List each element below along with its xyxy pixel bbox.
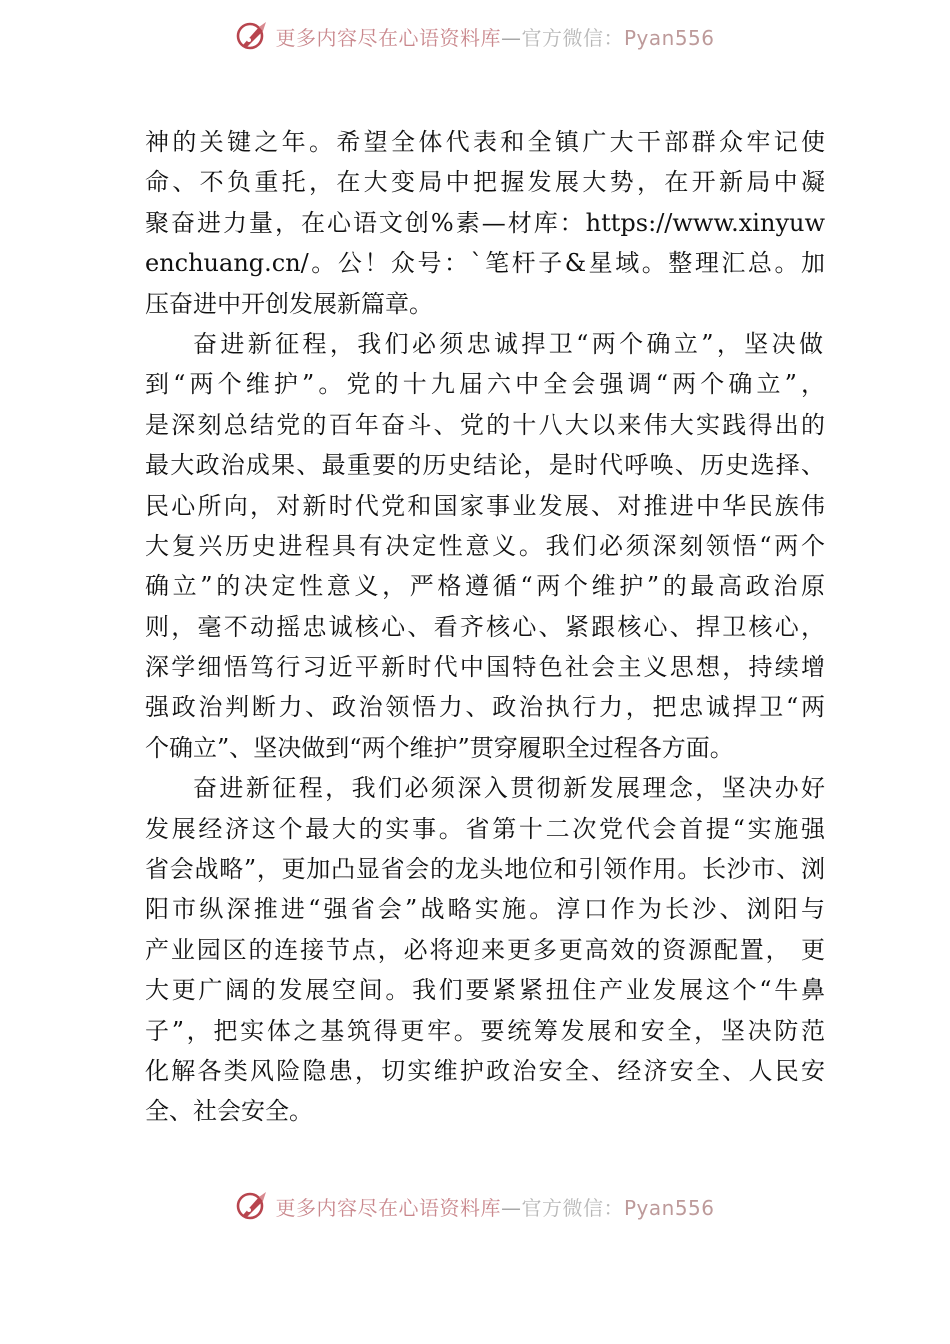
text-line: 命、不负重托，在大变局中把握发展大势，在开新局中凝	[145, 168, 825, 197]
text-line: 子”，把实体之基筑得更牢。要统筹发展和安全，坚决防范	[145, 1016, 825, 1045]
text-line: 全、社会安全。	[145, 1097, 313, 1126]
header-banner	[0, 14, 950, 58]
banner-main-text: 更多内容尽在心语资料库	[275, 25, 501, 50]
text-line: 神的关键之年。希望全体代表和全镇广大干部群众牢记使	[145, 128, 825, 156]
footer-banner	[0, 1184, 950, 1228]
text-line: 大更广阔的发展空间。我们要紧紧扭住产业发展这个“牛鼻	[145, 976, 825, 1005]
text-line: 则，毫不动摇忠诚核心、看齐核心、紧跟核心、捍卫核心，	[145, 612, 825, 641]
paragraph-1	[145, 122, 825, 324]
banner-wechat-id: Pyan556	[623, 1195, 715, 1220]
pen-nib-logo-icon	[235, 1189, 269, 1223]
banner-separator: —	[500, 25, 522, 50]
banner-wechat-label: 官方微信：	[521, 25, 624, 50]
banner-wechat-id: Pyan556	[623, 25, 715, 50]
text-line: 聚奋进力量，在心语文创%素—材库：https://www.xinyuw	[145, 208, 825, 237]
text-line: 产业园区的连接节点，必将迎来更多更高效的资源配置， 更	[145, 935, 825, 964]
banner-wechat-label: 官方微信：	[521, 1195, 624, 1220]
banner-separator: —	[500, 1195, 522, 1220]
text-line: 确立”的决定性意义，严格遵循“两个维护”的最高政治原	[145, 572, 825, 601]
text-line: 是深刻总结党的百年奋斗、党的十八大以来伟大实践得出的	[145, 410, 825, 439]
text-line: 化解各类风险隐患，切实维护政治安全、经济安全、人民安	[145, 1056, 825, 1085]
paragraph-3	[145, 768, 825, 1132]
text-line: 强政治判断力、政治领悟力、政治执行力，把忠诚捍卫“两	[145, 693, 825, 722]
text-line: 奋进新征程，我们必须深入贯彻新发展理念，坚决办好	[193, 774, 825, 803]
text-line: 阳市纵深推进“强省会”战略实施。淳口作为长沙、浏阳与	[145, 895, 825, 924]
text-line: enchuang.cn/。公！众号：`笔杆子&星域。整理汇总。加	[145, 249, 825, 278]
paragraph-2	[145, 324, 825, 768]
text-line: 最大政治成果、最重要的历史结论，是时代呼唤、历史选择、	[145, 451, 825, 480]
banner-main-text: 更多内容尽在心语资料库	[275, 1195, 501, 1220]
text-line: 深学细悟笃行习近平新时代中国特色社会主义思想，持续增	[145, 653, 825, 682]
text-line: 大复兴历史进程具有决定性意义。我们必须深刻领悟“两个	[145, 531, 825, 560]
text-line: 省会战略”，更加凸显省会的龙头地位和引领作用。长沙市、浏	[145, 855, 825, 884]
text-line: 到“两个维护”。党的十九届六中全会强调“两个确立”，	[145, 370, 825, 399]
document-body	[145, 122, 825, 1132]
text-line: 奋进新征程，我们必须忠诚捍卫“两个确立”，坚决做	[193, 329, 823, 358]
header-banner-text	[275, 22, 714, 51]
footer-banner-text	[275, 1192, 714, 1221]
text-line: 民心所向，对新时代党和国家事业发展、对推进中华民族伟	[145, 491, 825, 520]
text-line: 压奋进中开创发展新篇章。	[145, 289, 433, 318]
text-line: 发展经济这个最大的实事。省第十二次党代会首提“实施强	[145, 814, 825, 843]
text-line: 个确立”、坚决做到“两个维护”贯穿履职全过程各方面。	[145, 733, 734, 762]
pen-nib-logo-icon	[235, 19, 269, 53]
